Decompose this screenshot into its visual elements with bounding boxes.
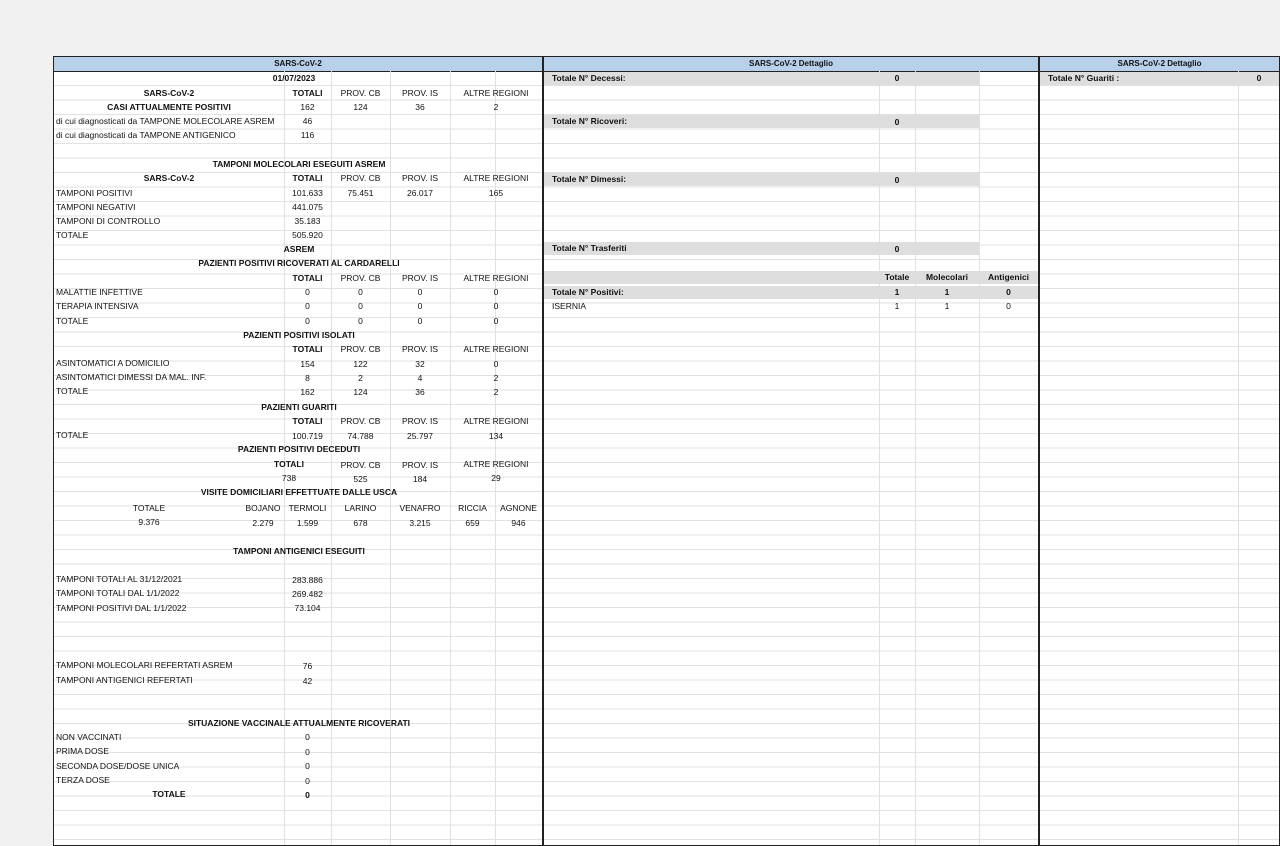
- row-cb: 2: [358, 373, 363, 383]
- col-altre-regioni: ALTRE REGIONI: [463, 459, 529, 469]
- asrem-label: ASREM: [283, 244, 315, 254]
- col-totali: TOTALI: [292, 88, 323, 98]
- usca-col: TERMOLI: [288, 503, 327, 513]
- dimessi-label: Totale N° Dimessi:: [552, 174, 627, 184]
- col-prov-cb: PROV. CB: [340, 416, 381, 426]
- deceduti-cb: 525: [353, 474, 368, 484]
- col-totali: TOTALI: [274, 459, 304, 469]
- usca-col: VENAFRO: [399, 503, 441, 513]
- row-label: ASINTOMATICI A DOMICILIO: [56, 358, 170, 368]
- totale-label: TOTALE: [152, 789, 186, 799]
- row-cb: 0: [358, 301, 363, 311]
- row-altre: 0: [493, 359, 499, 369]
- s5-heading: PAZIENTI GUARITI: [261, 402, 337, 412]
- s2-heading: TAMPONI MOLECOLARI ESEGUITI ASREM: [212, 159, 386, 169]
- casi-label: CASI ATTUALMENTE POSITIVI: [107, 102, 231, 112]
- usca-val: 678: [353, 518, 368, 528]
- col-prov-is: PROV. IS: [401, 273, 439, 283]
- row-label: NON VACCINATI: [56, 732, 122, 742]
- row-is: 32: [415, 359, 425, 369]
- row-label: ASINTOMATICI DIMESSI DA MAL. INF.: [56, 372, 207, 382]
- s8-heading: TAMPONI ANTIGENICI ESEGUITI: [233, 546, 365, 556]
- row-label: TAMPONI POSITIVI: [56, 188, 133, 198]
- row-label: TAMPONI POSITIVI DAL 1/1/2022: [56, 603, 187, 613]
- row-altre: 0: [493, 301, 499, 311]
- col-altre-regioni: ALTRE REGIONI: [463, 173, 529, 183]
- row-cb: 0: [358, 316, 363, 326]
- casi-cb: 124: [353, 102, 368, 112]
- col-prov-is: PROV. IS: [401, 460, 439, 470]
- positivi-totale: 1: [894, 287, 900, 297]
- row-val: 76: [302, 661, 313, 671]
- usca-col: RICCIA: [458, 503, 487, 513]
- row-tot: 0: [305, 287, 310, 297]
- sheet-sars-cov-2: [53, 56, 543, 846]
- row-is: 25.797: [407, 431, 433, 441]
- row-is: 0: [417, 287, 423, 297]
- s6-heading: PAZIENTI POSITIVI DECEDUTI: [237, 444, 361, 454]
- row-label: TOTALE: [56, 430, 89, 440]
- col-altre-regioni: ALTRE REGIONI: [463, 344, 529, 354]
- col-totali: TOTALI: [292, 344, 323, 354]
- col-prov-cb: PROV. CB: [340, 173, 381, 183]
- col-totali: TOTALI: [292, 416, 323, 426]
- row-tot: 100.719: [292, 431, 323, 441]
- row-label: TAMPONI MOLECOLARI REFERTATI ASREM: [56, 660, 233, 670]
- row-label: TAMPONI TOTALI DAL 1/1/2022: [56, 588, 180, 598]
- row-cb: 74.788: [347, 431, 374, 441]
- mol-label: di cui diagnosticati da TAMPONE MOLECOLARE ASREM: [56, 116, 275, 126]
- row-label: TAMPONI DI CONTROLLO: [56, 216, 161, 226]
- col-prov-is: PROV. IS: [401, 88, 439, 98]
- col-molecolari: Molecolari: [925, 272, 969, 282]
- row-val: 0: [305, 776, 310, 786]
- col-totali: TOTALI: [292, 173, 323, 183]
- isernia-antigenici: 0: [1006, 301, 1011, 311]
- deceduti-tot: 738: [281, 473, 297, 483]
- row-label: TOTALE: [56, 316, 89, 326]
- usca-val: 9.376: [138, 517, 160, 527]
- col-prov-cb: PROV. CB: [340, 88, 381, 98]
- row-label: TERAPIA INTENSIVA: [56, 301, 139, 311]
- row-label: TAMPONI NEGATIVI: [56, 202, 136, 212]
- col-prov-is: PROV. IS: [401, 416, 439, 426]
- row-is: 0: [417, 301, 423, 311]
- positivi-antigenici: 0: [1006, 287, 1011, 297]
- usca-col: TOTALE: [132, 503, 166, 513]
- col-altre-regioni: ALTRE REGIONI: [463, 273, 529, 283]
- dimessi-val: 0: [894, 175, 900, 185]
- usca-val: 1.599: [296, 518, 319, 528]
- row-label: PRIMA DOSE: [56, 746, 109, 756]
- usca-val: 3.215: [409, 518, 431, 528]
- row-label: TERZA DOSE: [56, 775, 110, 785]
- usca-col: LARINO: [344, 503, 377, 513]
- row-is: 0: [417, 316, 423, 326]
- col-prov-cb: PROV. CB: [340, 344, 381, 354]
- decessi-val: 0: [894, 73, 900, 83]
- row-altre: 165: [488, 188, 504, 198]
- col-prov-cb: PROV. CB: [340, 460, 381, 470]
- row-cb: 75.451: [347, 188, 374, 198]
- row-altre: 134: [488, 431, 504, 441]
- trasferiti-label: Totale N° Trasferiti: [552, 243, 627, 253]
- row-label: TOTALE: [56, 386, 89, 396]
- row-cb: 0: [358, 287, 363, 297]
- positivi-molecolari: 1: [944, 287, 950, 297]
- sheet-dettaglio-2: [1039, 56, 1280, 846]
- col-prov-is: PROV. IS: [401, 344, 439, 354]
- casi-altre: 2: [493, 102, 499, 112]
- casi-is: 36: [415, 102, 425, 112]
- ricoveri-val: 0: [894, 117, 900, 127]
- s4-heading: PAZIENTI POSITIVI ISOLATI: [243, 330, 355, 340]
- row-label: MALATTIE INFETTIVE: [56, 287, 143, 297]
- ant-label: di cui diagnosticati da TAMPONE ANTIGENICO: [56, 130, 236, 140]
- guariti-label: Totale N° Guariti :: [1048, 73, 1120, 83]
- col-totale: Totale: [884, 272, 910, 282]
- row-val: 0: [305, 747, 310, 757]
- col-altre-regioni: ALTRE REGIONI: [463, 88, 529, 98]
- usca-col: AGNONE: [500, 503, 537, 513]
- row-tot: 8: [305, 373, 310, 383]
- row-tot: 154: [300, 359, 315, 369]
- casi-totali: 162: [300, 102, 315, 112]
- col-prov-cb: PROV. CB: [340, 273, 381, 283]
- row-label: TOTALE: [56, 230, 89, 240]
- row-tot: 0: [305, 316, 310, 326]
- row-val: 0: [305, 732, 310, 742]
- isernia-totale: 1: [894, 301, 900, 311]
- col-prov-is: PROV. IS: [401, 173, 439, 183]
- sheet-header: SARS-CoV-2: [54, 57, 542, 72]
- row-altre: 2: [493, 387, 499, 397]
- row-tot: 505.920: [292, 230, 323, 240]
- deceduti-is: 184: [412, 474, 428, 484]
- row-is: 4: [417, 373, 423, 383]
- row-is: 26.017: [407, 188, 433, 198]
- report-date: 01/07/2023: [272, 73, 316, 83]
- col-antigenici: Antigenici: [987, 272, 1030, 282]
- row-is: 36: [415, 387, 425, 397]
- s7-heading: VISITE DOMICILIARI EFFETTUATE DALLE USCA: [200, 487, 398, 497]
- sheet-header: SARS-CoV-2 Dettaglio: [1040, 57, 1279, 72]
- ant-value: 116: [300, 130, 315, 140]
- usca-val: 2.279: [252, 518, 274, 528]
- row-cb: 124: [353, 387, 368, 397]
- sheet-header: SARS-CoV-2 Dettaglio: [544, 57, 1038, 72]
- isernia-molecolari: 1: [944, 301, 950, 311]
- row-altre: 2: [493, 373, 499, 383]
- row-altre: 0: [493, 316, 499, 326]
- row-label: SECONDA DOSE/DOSE UNICA: [56, 761, 180, 771]
- s3-heading: PAZIENTI POSITIVI RICOVERATI AL CARDARELLI: [198, 258, 400, 268]
- col-totali: TOTALI: [292, 273, 323, 283]
- trasferiti-val: 0: [894, 244, 900, 254]
- usca-val: 659: [465, 518, 480, 528]
- row-val: 73.104: [294, 603, 321, 613]
- sheet-dettaglio-1: [543, 56, 1039, 846]
- row-cb: 122: [353, 359, 368, 369]
- deceduti-altre: 29: [491, 473, 501, 483]
- s2-title: SARS-CoV-2: [143, 173, 195, 183]
- decessi-label: Totale N° Decessi:: [552, 73, 626, 83]
- usca-val: 946: [511, 518, 526, 528]
- row-tot: 162: [300, 387, 315, 397]
- row-val: 269.482: [292, 589, 323, 599]
- col-altre-regioni: ALTRE REGIONI: [463, 416, 529, 426]
- s1-title: SARS-CoV-2: [143, 88, 195, 98]
- row-tot: 0: [305, 301, 310, 311]
- isernia-label: ISERNIA: [552, 301, 587, 311]
- ricoveri-label: Totale N° Ricoveri:: [552, 116, 628, 126]
- totale-val: 0: [305, 790, 310, 800]
- positivi-label: Totale N° Positivi:: [552, 287, 624, 297]
- usca-col: BOJANO: [245, 503, 281, 513]
- row-val: 0: [305, 761, 310, 771]
- row-tot: 441.075: [292, 202, 323, 212]
- row-tot: 35.183: [294, 216, 321, 226]
- row-tot: 101.633: [292, 188, 323, 198]
- row-label: TAMPONI ANTIGENICI REFERTATI: [56, 675, 193, 685]
- row-val: 42: [302, 676, 313, 686]
- guariti-val: 0: [1256, 73, 1262, 83]
- row-altre: 0: [493, 287, 499, 297]
- s10-heading: SITUAZIONE VACCINALE ATTUALMENTE RICOVERATI: [187, 718, 411, 728]
- row-label: TAMPONI TOTALI AL 31/12/2021: [56, 574, 183, 584]
- mol-value: 46: [302, 116, 313, 126]
- row-val: 283.886: [292, 575, 323, 585]
